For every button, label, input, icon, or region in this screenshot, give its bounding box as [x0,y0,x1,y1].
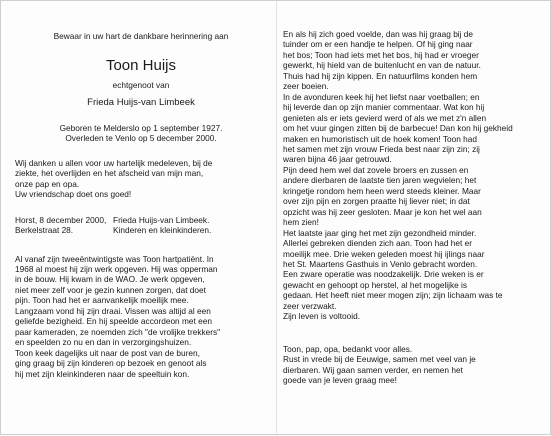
spouse-name: Frieda Huijs-van Limbeek [87,96,195,108]
bio-line: moeilijk mee. Drie weken geleden moest hij ijlings naar [283,248,485,259]
bio-line: paar kameraden, ze noemden zich "de vrolijke trekkers" [15,326,221,337]
bio-line: Een zware operatie was noodzakelijk. Drie weken is er [283,269,484,280]
bio-line: zeer boeien. [283,81,329,92]
bio-line: pijn. Toon had het er aanvankelijk moeilijk mee. [15,295,189,306]
signature-family [113,215,211,236]
thanks-line: Wij danken u allen voor uw hartelijk medeleven, bij de [15,157,213,168]
bio-line: genieten als er iets gevierd werd of als we met z'n allen [283,112,487,123]
bio-line: tuinder om er een handje te helpen. Of hij ging naar [283,39,473,50]
bio-line: hem zien! [283,217,319,228]
bio-line: kringetje rondom hem heen werd steeds kleiner. Maar [283,185,481,196]
intro-text: Bewaar in uw hart de dankbare herinnering aan [53,31,229,41]
bio-line: waren bijna 46 jaar getrouwd. [283,154,392,165]
bio-line: om het vuur gingen zitten bij de barbecue! Dan kon hij gekheid [283,123,513,134]
bio-line: ging graag bij zijn kinderen op bezoek en genoot als [15,358,207,369]
bio-line: andere dierbaren de laatste tien jaren wegvielen; het [283,175,477,186]
bio-line: Pijn deed hem wel dat zovele broers en zussen en [283,164,469,175]
bio-line: Allerlei gebreken dienden zich aan. Toon had het er [283,238,472,249]
bio-line: hij leverde dan op zijn manier commentaar. Wat kon hij [283,102,485,113]
biography-right [283,29,541,322]
thanks-block [15,158,267,200]
bio-line: gewerkt, hij hield van de buitenlucht en van de natuur. [283,60,481,71]
bio-line: over zijn pijn en zorgen praatte hij liever niet; in dat [283,196,470,207]
bio-line: niet meer zelf voor je gezin kunnen zorgen, dat doet [15,284,206,295]
thanks-line: ziekte, het overlijden en het afscheid van mijn man, [15,168,204,179]
signature-address: Berkelstraat 28. [15,225,74,236]
bio-line: Thuis had hij zijn kippen. En natuurfilms konden hem [283,70,478,81]
bio-line: maken en humoristisch uit de hoek komen! Toon had [283,133,478,144]
closing-line: dierbaren. Wij gaan samen verder, en nemen het [283,364,463,375]
dates-block [15,123,267,144]
signature-block [15,215,267,236]
bio-line: in de bouw. Hij kwam in de WAO. Je werk opgeven, [15,274,205,285]
signature-spouse: Frieda Huijs-van Limbeek. [113,214,210,225]
closing-line: Rust in vrede bij de Eeuwige, samen met veel van je [283,354,476,365]
center-fold [276,1,277,436]
bio-line: 1968 al moest hij zijn werk opgeven. Hij was opperman [15,263,218,274]
bio-line: opzicht was hij zeer gesloten. Maar je kon het wel aan [283,206,482,217]
bio-line: Al vanaf zijn tweeëntwintigste was Toon hartpatiënt. In [15,253,214,264]
biography-left [15,254,267,379]
married-label: echtgenoot van [112,80,170,91]
signature-place [15,215,113,236]
closing-line: goede van je leven graag mee! [283,375,397,386]
closing-line: Toon, pap, opa, bedankt voor alles. [283,343,413,354]
bio-line: Zijn leven is voltooid. [283,311,361,322]
bio-line: Het laatste jaar ging het met zijn gezondheid minder. [283,227,477,238]
bio-line: het samen met zijn vrouw Frieda best naar zijn zin; zij [283,143,480,154]
birth-line: Geboren te Melderslo op 1 september 1927. [59,122,223,133]
bio-line: In de avonduren keek hij het liefst naar voetballen; en [283,91,480,102]
bio-line: het St. Maartens Gasthuis in Venlo gebracht worden. [283,258,478,269]
thanks-line: onze pap en opa. [15,178,80,189]
right-panel [283,1,541,386]
closing-block [283,344,541,386]
left-panel [15,1,267,379]
bio-line: En als hij zich goed voelde, dan was hij graag bij de [283,29,474,39]
bio-line: zeer verzwakt. [283,300,337,311]
bio-line: het bos; Toon had iets met het bos, hij had er vroeger [283,49,479,60]
thanks-line: Uw vriendschap doet ons goed! [15,189,132,200]
signature-date: Horst, 8 december 2000, [15,214,107,225]
bio-line: en speelden zo nu en dan in verzorgingshuizen. [15,337,192,348]
signature-children: Kinderen en kleinkinderen. [113,225,212,236]
deceased-name: Toon Huijs [105,57,177,75]
bio-line: gewacht en gehoopt op herstel, al het mogelijke is [283,279,468,290]
bio-line: Toon keek dagelijks uit naar de post van de buren, [15,347,200,358]
bio-line: hij met zijn kleinkinderen naar de speeltuin kon. [15,368,190,379]
bio-line: gedaan. Het heeft niet meer mogen zijn; zijn lichaam was te [283,290,503,301]
death-line: Overleden te Venlo op 5 december 2000. [65,133,217,144]
bio-line: Langzaam vond hij zijn draai. Vissen was altijd al een [15,305,211,316]
bio-line: geliefde bezigheid. En hij speelde accordeon met een [15,316,212,327]
